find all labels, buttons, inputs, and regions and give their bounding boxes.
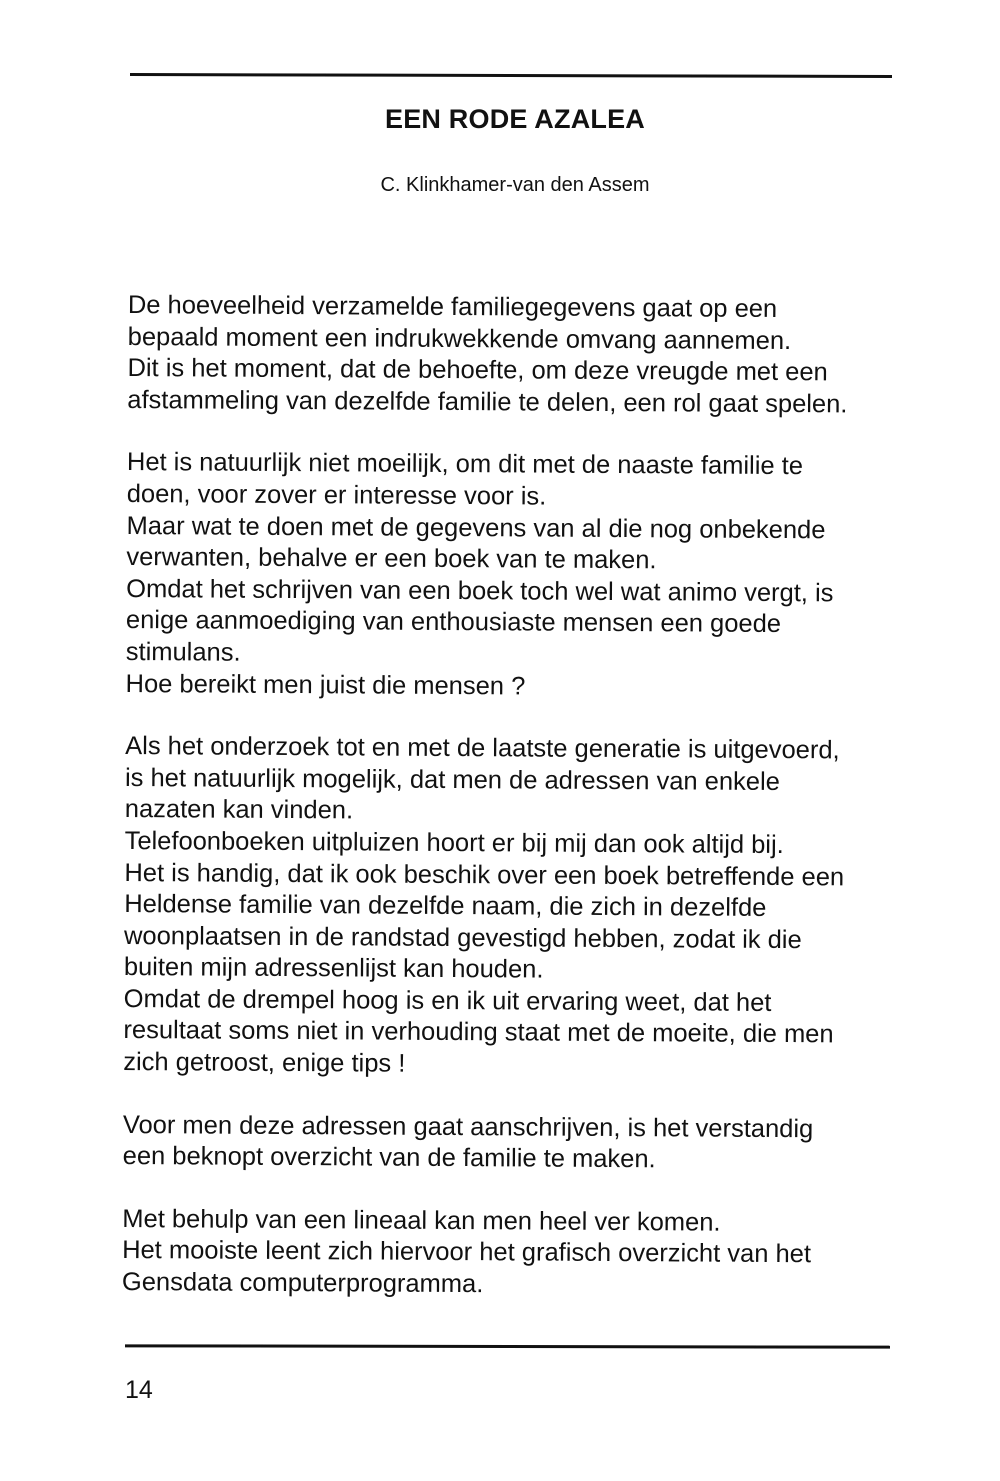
text-line: doen, voor zover er interesse voor is. [126,479,547,511]
text-line: zich getroost, enige tips ! [123,1048,406,1078]
paragraph-2 [125,447,907,705]
article-title: EEN RODE AZALEA [384,104,645,134]
text-line: Omdat de drempel hoog is en ik uit ervaring weet, dat het [123,984,772,1017]
text-line: Heldense familie van dezelfde naam, die zich in dezelfde [124,890,767,923]
top-rule [130,73,892,78]
text-line: een beknopt overzicht van de familie te maken. [122,1142,656,1174]
bottom-rule [125,1344,890,1348]
text-line: De hoeveelheid verzamelde familiegegevens gaat op een [127,290,778,323]
text-line: Als het onderzoek tot en met de laatste generatie is uitgevoerd, [125,732,840,765]
text-line: nazaten kan vinden. [124,795,354,825]
text-line: is het natuurlijk mogelijk, dat men de adressen van enkele [124,763,780,796]
text-line: Voor men deze adressen gaat aanschrijven, is het verstandig [122,1110,814,1143]
text-line: resultaat soms niet in verhouding staat met de moeite, die men [123,1016,834,1049]
text-line: Het mooiste leent zich hiervoor het grafisch overzicht van het [122,1236,812,1269]
text-line: Het is handig, dat ik ook beschik over een boek betreffende een [124,858,845,891]
text-line: Met behulp van een lineaal kan men heel ver komen. [122,1204,721,1237]
page-number: 14 [125,1376,153,1404]
text-line: bepaald moment een indrukwekkende omvang aannemen. [127,322,792,355]
paragraph-5 [122,1204,903,1304]
text-line: afstammeling van dezelfde familie te delen, een rol gaat spelen. [127,385,848,419]
text-line: Gensdata computerprogramma. [121,1268,484,1299]
text-line: buiten mijn adressenlijst kan houden. [123,953,544,984]
text-line: Maar wat te doen met de gegevens van al die nog onbekende [126,511,826,544]
text-line: Telefoonboeken uitpluizen hoort er bij mij dan ook altijd bij. [124,826,784,859]
text-line: enige aanmoediging van enthousiaste mensen een goede [125,606,782,639]
text-line: woonplaatsen in de randstad gevestigd hebben, zodat ik die [123,921,802,954]
text-line: Hoe bereikt men juist die mensen ? [125,669,526,700]
text-line: stimulans. [125,637,241,667]
paragraph-4 [123,1110,903,1178]
text-line: Het is natuurlijk niet moeilijk, om dit met de naaste familie te [126,448,804,481]
article-author: C. Klinkhamer-van den Assem [380,174,650,196]
text-line: Dit is het moment, dat de behoefte, om deze vreugde met een [127,354,828,387]
paragraph-1 [127,290,908,421]
text-line: verwanten, behalve er een boek van te maken. [126,543,657,575]
paragraph-3 [123,731,905,1083]
article-body [122,290,908,1334]
text-line: Omdat het schrijven van een boek toch wel wat animo vergt, is [126,574,834,608]
